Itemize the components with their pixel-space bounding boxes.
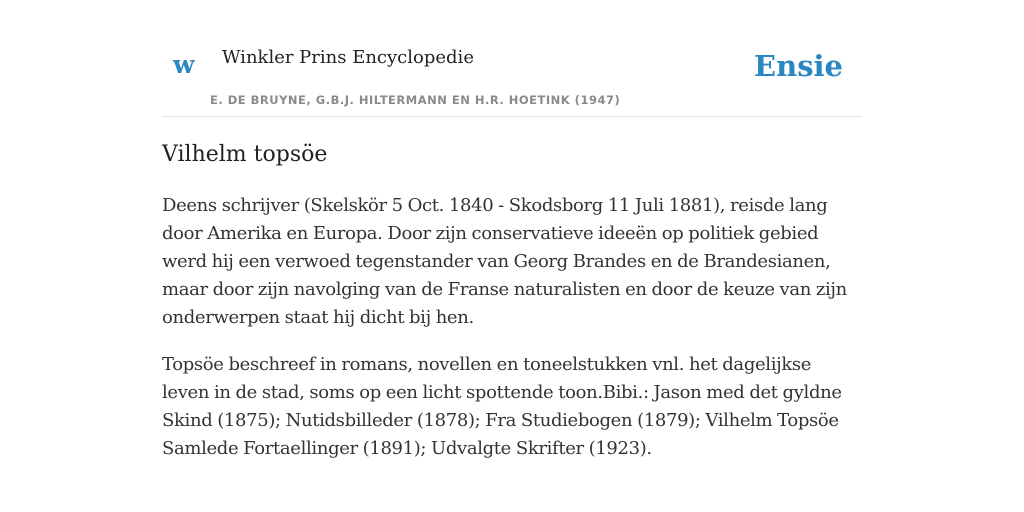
- article-paragraph: Deens schrijver (Skelskör 5 Oct. 1840 - Skodsborg 11 Juli 1881), reisde lang door Amerika en Europa. Door zijn conservatieve ideeën op politiek gebied werd hij een verwoed tegenstander van Georg Brandes en de Brandesianen, maar door zijn navolging van de Franse naturalisten en door de keuze van zijn onderwerpen staat hij dicht bij hen.: [162, 195, 847, 328]
- article-title: Vilhelm topsöe: [162, 142, 328, 167]
- publication-title[interactable]: Winkler Prins Encyclopedie: [222, 47, 474, 68]
- article-paragraph: Topsöe beschreef in romans, novellen en toneelstukken vnl. het dagelijkse leven in de stad, soms op een licht spottende toon.Bibi.: Jason med det gyldne Skind (1875); Nutidsbilleder (1878); Fra Studiebogen (1879); Vilhelm Topsöe Samlede Fortaellinger (1891); Udvalgte Skrifter (1923).: [162, 354, 842, 459]
- publication-logo[interactable]: w: [173, 50, 195, 79]
- ensie-logo[interactable]: Ensie: [754, 49, 843, 83]
- publication-authors: E. DE BRUYNE, G.B.J. HILTERMANN EN H.R. HOETINK (1947): [210, 93, 621, 107]
- publication-header: [162, 0, 862, 117]
- article-body: [162, 192, 862, 482]
